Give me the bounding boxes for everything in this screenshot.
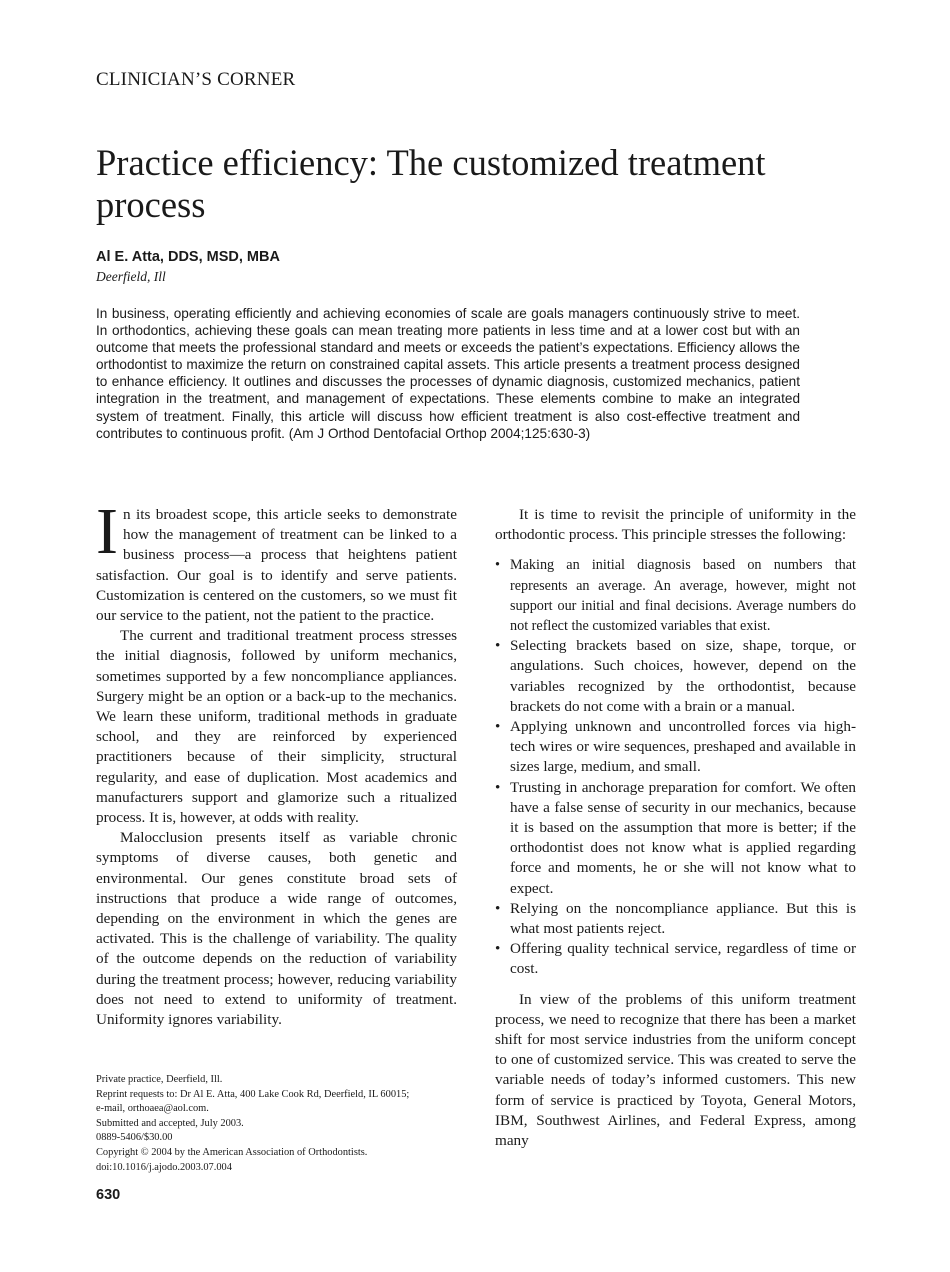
paragraph-intro-text: n its broadest scope, this article seeks to demonstrate how the management of treatment can be linked to a business process—a process that heightens patient satisfaction. Our goal is to identify and serve patients. Customization is centered on the customers, so we must fit our service to the patient, not the patient to the practice. — [96, 506, 457, 625]
list-item: • Making an initial diagnosis based on numbers that represents an average. An average, however, might not support our initial and final decisions. Average numbers do not reflect the customized variables that exist. — [495, 557, 856, 635]
footnote-copyright: Copyright © 2004 by the American Association of Orthodontists. — [96, 1146, 368, 1158]
list-item: • Relying on the noncompliance appliance. But this is what most patients reject. — [495, 899, 856, 938]
page-number: 630 — [96, 1187, 121, 1203]
section-header: CLINICIAN’S CORNER — [96, 69, 296, 90]
drop-cap: I — [96, 495, 118, 568]
bullet-icon: • — [495, 557, 500, 574]
list-item: • Applying unknown and uncontrolled forces via high-tech wires or wire sequences, preshaped and available in sizes large, medium, and small. — [495, 718, 856, 776]
author-affiliation: Deerfield, Ill — [96, 269, 166, 284]
author-name: Al E. Atta, DDS, MSD, MBA — [96, 249, 280, 265]
footnote-practice: Private practice, Deerfield, Ill. — [96, 1074, 223, 1085]
bullet-icon: • — [495, 899, 501, 917]
abstract: In business, operating efficiently and achieving economies of scale are goals managers continuously strive to meet. In orthodontics, achieving these goals can mean treating more patients in less time and at a lower cost but with an outcome that meets the professional standard and meets or exceeds the patient’s expectations. Efficiency allows the orthodontist to maximize the return on constrained capital assets. This article presents a treatment process designed to enhance efficiency. It outlines and discusses the processes of dynamic diagnosis, customized mechanics, patient integration in the treatment, and management of expectations. These elements combine to make an integrated system of treatment. Finally, this article will discuss how efficient treatment is also cost-effective treatment and contributes to continuous profit. (Am J Orthod Dentofacial Orthop 2004;125:630-3) — [96, 306, 800, 441]
paragraph-customized-service: In view of the problems of this uniform treatment process, we need to recognize that there has been a market shift for most service industries from the uniform concept to one of customized service. This was created to serve the variable needs of today’s informed customers. This new form of service is practiced by Toyota, General Motors, IBM, Southwest Airlines, and Federal Express, among many — [495, 990, 856, 1150]
bullet-icon: • — [495, 718, 501, 736]
bullet-icon: • — [495, 940, 501, 958]
footnote-issn: 0889-5406/$30.00 — [96, 1132, 173, 1144]
list-item: • Offering quality technical service, regardless of time or cost. — [495, 940, 856, 978]
footnote-doi: doi:10.1016/j.ajodo.2003.07.004 — [96, 1161, 232, 1173]
uniformity-bullet-list — [495, 555, 856, 979]
paragraph-intro — [96, 495, 457, 626]
footnotes — [96, 1073, 458, 1175]
paragraph-malocclusion: Malocclusion presents itself as variable chronic symptoms of diverse causes, both genetic and environmental. Our genes constitute broad sets of instructions that produce a wide range of outcomes, depending on the environment in which the genes are activated. This is the challenge of variability. The quality of the outcome depends on the reduction of variability during the treatment process; however, reducing variability does not need to extend to uniformity of treatment. Uniformity ignores variability. — [96, 829, 457, 1029]
bullet-icon: • — [495, 637, 501, 655]
article-title: Practice efficiency: The customized treatment process — [96, 142, 766, 225]
footnote-submitted: Submitted and accepted, July 2003. — [96, 1117, 244, 1129]
list-item: • Selecting brackets based on size, shape, torque, or angulations. Such choices, however, depend on the variables recognized by the orthodontist, because brackets do not come with a brain or a manual. — [495, 637, 856, 715]
body-column-left — [96, 495, 457, 1030]
paragraph-traditional-process: The current and traditional treatment process stresses the initial diagnosis, followed by uniform mechanics, sometimes supported by a few noncompliance appliances. Surgery might be an option or a back-up to the mechanics. We learn these uniform, traditional methods in graduate school, and they are reinforced by experienced practitioners because of their simplicity, structural regularity, and ease of duplication. Most academics and manufacturers support and glamorize such a ritualized process. It is, however, at odds with reality. — [96, 627, 457, 827]
footnote-email: e-mail, orthoaea@aol.com. — [96, 1103, 209, 1115]
list-item: • Trusting in anchorage preparation for comfort. We often have a false sense of security in our mechanics, because it is based on the assumption that more is better; if the orthodontist does not know what is applied regarding force and moments, he or she will not know what to expect. — [495, 778, 856, 897]
body-column-right — [495, 505, 856, 1151]
footnote-reprint: Reprint requests to: Dr Al E. Atta, 400 Lake Cook Rd, Deerfield, IL 60015; — [96, 1088, 410, 1100]
paragraph-uniformity-intro: It is time to revisit the principle of uniformity in the orthodontic process. This principle stresses the following: — [495, 506, 856, 544]
bullet-icon: • — [495, 778, 501, 796]
